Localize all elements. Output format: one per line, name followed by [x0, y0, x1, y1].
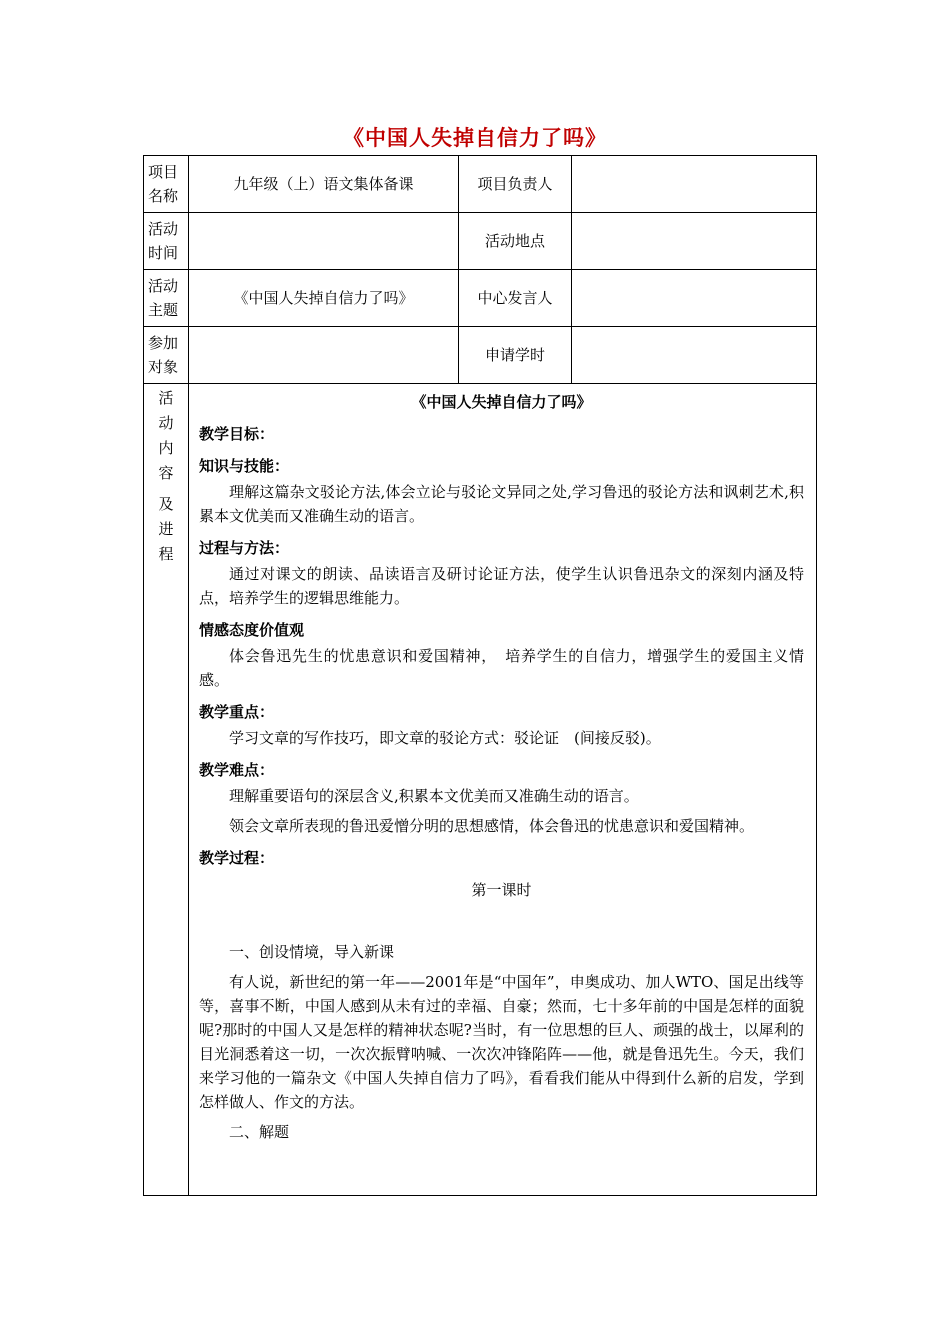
- speaker-label: 中心发言人: [459, 270, 572, 327]
- process-heading: 过程与方法：: [199, 539, 290, 557]
- participants-value: [189, 327, 459, 384]
- knowledge-text: 理解这篇杂文驳论方法,体会立论与驳论文异同之处,学习鲁迅的驳论方法和讽刺艺术,积累本文优美而又准确生动的语言。: [199, 483, 804, 525]
- knowledge-heading: 知识与技能：: [199, 457, 290, 475]
- activity-content-label: [144, 384, 189, 1196]
- table-row: [144, 327, 817, 384]
- document-title: 《中国人失掉自信力了吗》: [343, 126, 607, 150]
- goals-heading: 教学目标：: [199, 425, 275, 443]
- activity-label-char: 进: [158, 520, 174, 538]
- activity-place-label: 活动地点: [459, 213, 572, 270]
- step-one: 一、创设情境，导入新课: [229, 943, 395, 961]
- difficulty-heading: 教学难点：: [199, 761, 275, 779]
- project-leader-value: [572, 156, 817, 213]
- project-name-value: 九年级（上）语文集体备课: [189, 156, 459, 213]
- activity-label-char: 动: [158, 414, 174, 432]
- key-text: 学习文章的写作技巧，即文章的驳论方式：驳论证 (间接反驳)。: [229, 729, 661, 747]
- intro-text: 有人说，新世纪的第一年——2001年是“中国年”，申奥成功、加人WTO、国足出线等等，喜事不断，中国人感到从未有过的幸福、自豪；然而，七十多年前的中国是怎样的面貌呢?那时的中国人又是怎样的精神状态呢?当时，有一位思想的巨人、顽强的战士，以犀利的目光洞悉着这一切，一次次振臂呐喊、一次次冲锋陷阵——他，就是鲁迅先生。今天，我们来学习他的一篇杂文《中国人失掉自信力了吗》，看看我们能从中得到什么新的启发，学到怎样做人、作文的方法。: [199, 973, 804, 1111]
- activity-time-label: 活动时间: [144, 213, 189, 270]
- activity-time-value: [189, 213, 459, 270]
- emotion-text: 体会鲁迅先生的忧患意识和爱国精神， 培养学生的自信力，增强学生的爱国主义情感。: [199, 647, 804, 689]
- lesson-plan-table: [143, 155, 817, 1196]
- activity-theme-value: 《中国人失掉自信力了吗》: [189, 270, 459, 327]
- lesson-label: 第一课时: [471, 881, 532, 899]
- speaker-value: [572, 270, 817, 327]
- table-row: [144, 213, 817, 270]
- content-title: 《中国人失掉自信力了吗》: [411, 393, 592, 411]
- project-name-label: 项目名称: [144, 156, 189, 213]
- activity-label-char: 及: [158, 495, 174, 513]
- table-row: [144, 156, 817, 213]
- difficulty-text: 理解重要语句的深层含义,积累本文优美而又准确生动的语言。: [229, 787, 639, 805]
- key-heading: 教学重点：: [199, 703, 275, 721]
- procedure-heading: 教学过程：: [199, 849, 275, 867]
- step-two: 二、解题: [229, 1123, 290, 1141]
- activity-content: [189, 384, 817, 1196]
- table-row: [144, 270, 817, 327]
- participants-label: 参加对象: [144, 327, 189, 384]
- credit-hours-value: [572, 327, 817, 384]
- activity-label-char: 容: [158, 464, 174, 482]
- emotion-heading: 情感态度价值观: [199, 621, 305, 639]
- activity-label-char: 内: [158, 439, 174, 457]
- difficulty-text: 领会文章所表现的鲁迅爱憎分明的思想感情，体会鲁迅的忧患意识和爱国精神。: [229, 817, 755, 835]
- process-text: 通过对课文的朗读、品读语言及研讨论证方法，使学生认识鲁迅杂文的深刻内涵及特点，培养学生的逻辑思维能力。: [199, 565, 804, 607]
- activity-theme-label: 活动主题: [144, 270, 189, 327]
- table-row: [144, 384, 817, 1196]
- activity-label-char: 程: [158, 545, 174, 563]
- project-leader-label: 项目负责人: [459, 156, 572, 213]
- activity-label-char: 活: [158, 389, 174, 407]
- credit-hours-label: 申请学时: [459, 327, 572, 384]
- activity-place-value: [572, 213, 817, 270]
